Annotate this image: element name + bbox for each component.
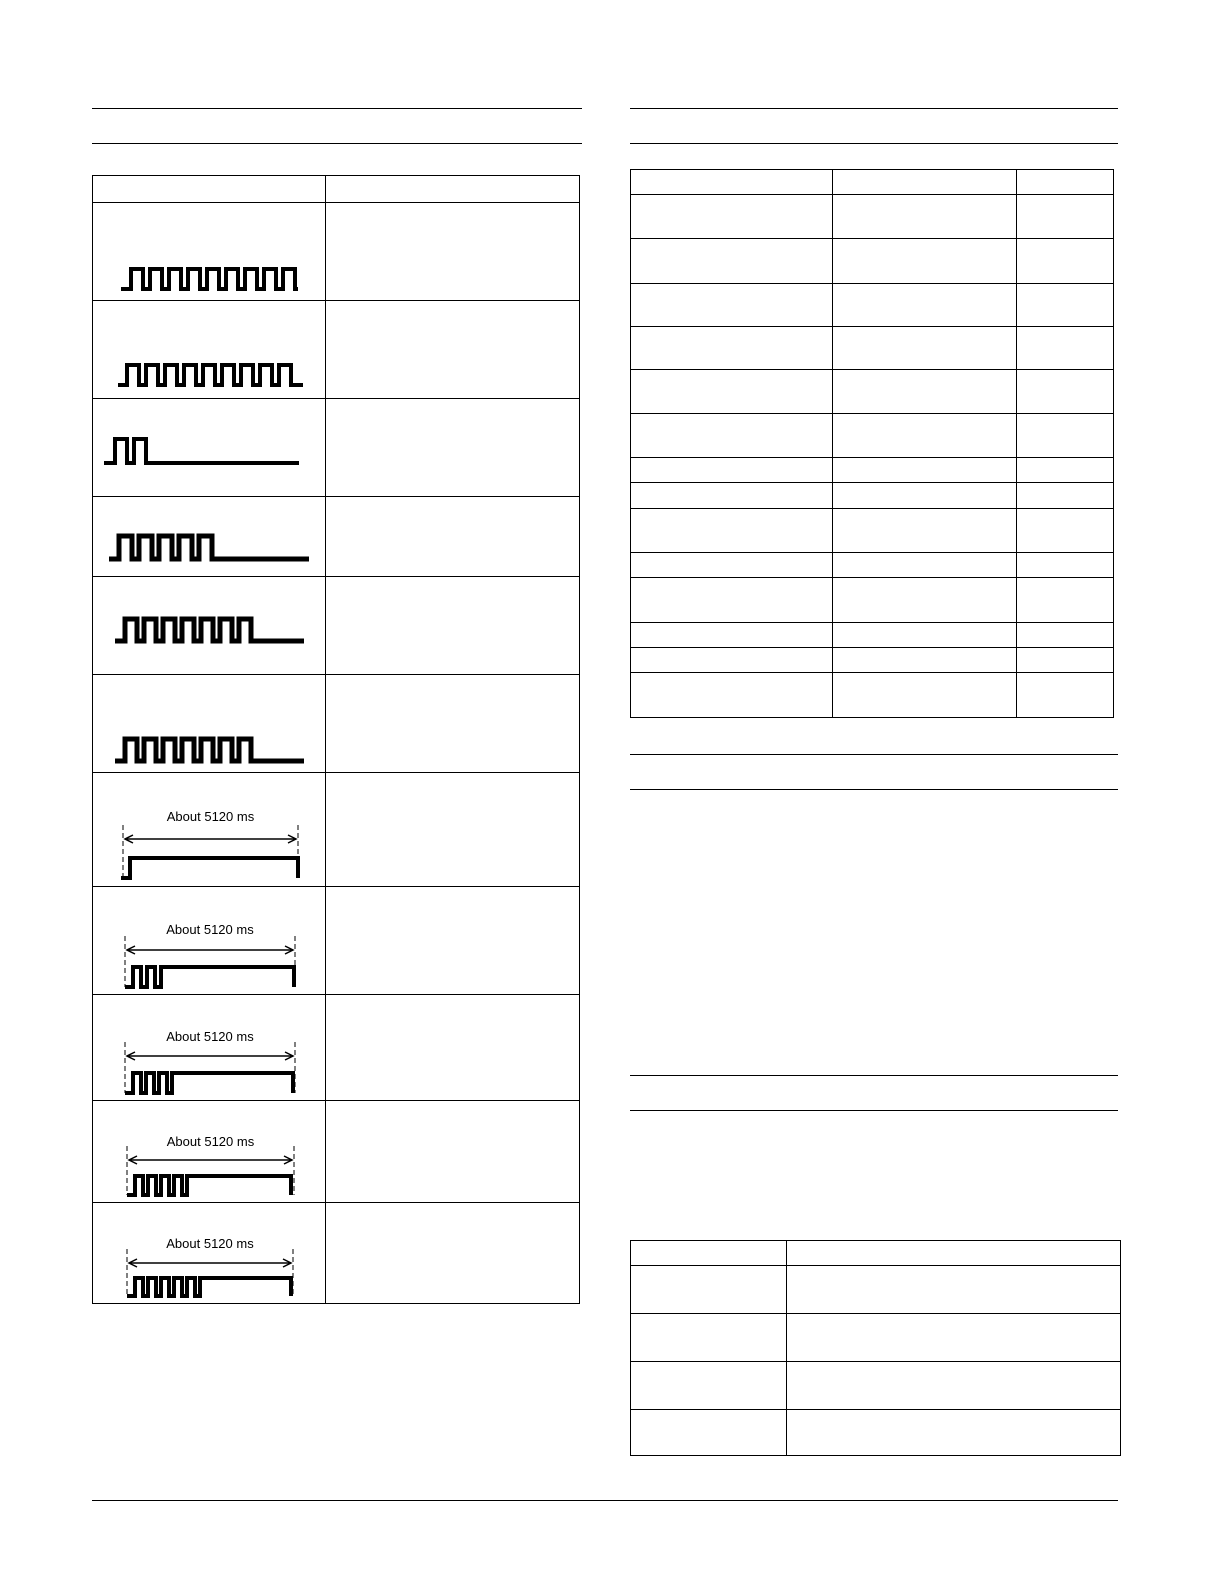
beep-table-row (93, 577, 580, 675)
table-row (631, 458, 1114, 483)
table-cell (833, 370, 1017, 414)
table-cell (631, 170, 833, 195)
beep-pattern-3 (93, 399, 325, 496)
table-cell (631, 673, 833, 718)
table-cell (631, 578, 833, 623)
beep-table-row (93, 203, 580, 301)
table-cell (326, 399, 580, 497)
right-table-1-header-row (631, 170, 1114, 195)
table-cell (326, 497, 580, 577)
beep-pattern-11 (93, 1203, 325, 1303)
right-section-rule-5 (630, 1075, 1118, 1076)
table-row (631, 1314, 1121, 1362)
table-cell (1017, 195, 1114, 239)
table-cell (93, 203, 326, 301)
table-cell (631, 1241, 787, 1266)
beep-pattern-5 (93, 577, 325, 674)
table-cell (326, 675, 580, 773)
table-row (631, 1266, 1121, 1314)
table-cell (631, 1410, 787, 1456)
table-cell (326, 1203, 580, 1304)
pulse-waveform (104, 439, 299, 463)
table-cell (833, 509, 1017, 553)
duration-label: About 5120 ms (166, 1134, 255, 1149)
table-cell (631, 623, 833, 648)
table-cell (93, 176, 326, 203)
table-cell (93, 497, 326, 577)
table-cell (833, 170, 1017, 195)
table-cell (833, 458, 1017, 483)
beep-pattern-9 (93, 995, 325, 1100)
table-cell (1017, 458, 1114, 483)
table-row (631, 673, 1114, 718)
table-row (631, 553, 1114, 578)
pulse-waveform (109, 536, 309, 559)
right-table-1 (630, 169, 1114, 718)
table-cell (833, 414, 1017, 458)
beep-table-row (93, 399, 580, 497)
table-cell (631, 1314, 787, 1362)
beep-table-row (93, 887, 580, 995)
table-cell (787, 1314, 1121, 1362)
table-row (631, 414, 1114, 458)
pulse-waveform (121, 858, 298, 878)
footer-rule (92, 1500, 1118, 1501)
table-cell (1017, 483, 1114, 509)
right-table-2 (630, 1240, 1121, 1456)
table-cell (1017, 284, 1114, 327)
right-table-2-header-row (631, 1241, 1121, 1266)
table-cell (631, 284, 833, 327)
duration-label: About 5120 ms (166, 1236, 254, 1251)
beep-pattern-8 (93, 887, 325, 994)
table-cell (787, 1410, 1121, 1456)
beep-pattern-7 (93, 773, 325, 886)
table-cell (631, 553, 833, 578)
table-cell (833, 553, 1017, 578)
right-table-2-body (631, 1241, 1121, 1456)
pulse-waveform (115, 619, 304, 641)
table-row (631, 195, 1114, 239)
table-cell (93, 995, 326, 1101)
left-second-rule (92, 143, 582, 144)
table-row (631, 648, 1114, 673)
table-cell (1017, 553, 1114, 578)
right-section-rule-3 (630, 754, 1118, 755)
table-cell (1017, 509, 1114, 553)
table-cell (787, 1266, 1121, 1314)
table-cell (326, 773, 580, 887)
table-cell (1017, 648, 1114, 673)
table-cell (833, 327, 1017, 370)
table-cell (1017, 370, 1114, 414)
table-cell (1017, 414, 1114, 458)
pulse-waveform (121, 269, 298, 289)
beep-table-row (93, 675, 580, 773)
beep-pattern-6 (93, 675, 325, 772)
table-cell (93, 301, 326, 399)
table-cell (787, 1362, 1121, 1410)
right-table-1-body (631, 170, 1114, 718)
table-cell (93, 1203, 326, 1304)
table-cell (326, 887, 580, 995)
table-cell (93, 399, 326, 497)
table-row (631, 1362, 1121, 1410)
table-cell (1017, 623, 1114, 648)
table-cell (326, 176, 580, 203)
beep-table-body (93, 176, 580, 1304)
table-cell (631, 1266, 787, 1314)
beep-pattern-2 (93, 301, 325, 398)
table-row (631, 509, 1114, 553)
table-cell (1017, 170, 1114, 195)
table-cell (631, 509, 833, 553)
table-cell (833, 623, 1017, 648)
beep-table-row (93, 995, 580, 1101)
table-cell (1017, 239, 1114, 284)
table-cell (1017, 673, 1114, 718)
pulse-waveform (118, 365, 303, 385)
right-section-rule-4 (630, 789, 1118, 790)
table-cell (326, 203, 580, 301)
right-section-rule-6 (630, 1110, 1118, 1111)
table-row (631, 284, 1114, 327)
beep-pattern-table (92, 175, 580, 1304)
table-row (631, 623, 1114, 648)
table-cell (93, 773, 326, 887)
table-cell (631, 195, 833, 239)
pulse-waveform (127, 1176, 291, 1195)
right-top-rule (630, 108, 1118, 109)
table-cell (833, 195, 1017, 239)
pulse-waveform (125, 1073, 293, 1093)
table-cell (93, 675, 326, 773)
table-cell (326, 577, 580, 675)
table-row (631, 578, 1114, 623)
duration-label: About 5120 ms (166, 922, 254, 937)
beep-pattern-4 (93, 497, 325, 576)
table-cell (833, 483, 1017, 509)
table-row (631, 239, 1114, 284)
pulse-waveform (127, 1278, 291, 1296)
beep-table-row (93, 1203, 580, 1304)
table-cell (833, 578, 1017, 623)
table-cell (631, 239, 833, 284)
beep-table-row (93, 497, 580, 577)
table-cell (1017, 327, 1114, 370)
beep-table-header-row (93, 176, 580, 203)
beep-table-row (93, 301, 580, 399)
table-cell (631, 327, 833, 370)
beep-table-row (93, 1101, 580, 1203)
table-cell (93, 887, 326, 995)
table-cell (1017, 578, 1114, 623)
table-cell (833, 239, 1017, 284)
duration-label: About 5120 ms (166, 1029, 254, 1044)
table-cell (326, 301, 580, 399)
table-row (631, 1410, 1121, 1456)
duration-label: About 5120 ms (166, 809, 255, 824)
pulse-waveform (125, 967, 294, 987)
table-cell (631, 483, 833, 509)
table-cell (833, 284, 1017, 327)
table-cell (326, 1101, 580, 1203)
pulse-waveform (115, 739, 304, 761)
right-second-rule (630, 143, 1118, 144)
table-cell (833, 673, 1017, 718)
beep-table-row (93, 773, 580, 887)
table-cell (93, 1101, 326, 1203)
table-row (631, 483, 1114, 509)
table-cell (326, 995, 580, 1101)
table-cell (631, 414, 833, 458)
beep-pattern-1 (93, 203, 325, 300)
table-cell (833, 648, 1017, 673)
beep-pattern-10 (93, 1101, 325, 1202)
table-cell (631, 1362, 787, 1410)
table-cell (787, 1241, 1121, 1266)
table-cell (631, 648, 833, 673)
left-top-rule (92, 108, 582, 109)
table-cell (631, 458, 833, 483)
table-row (631, 327, 1114, 370)
table-row (631, 370, 1114, 414)
table-cell (631, 370, 833, 414)
table-cell (93, 577, 326, 675)
